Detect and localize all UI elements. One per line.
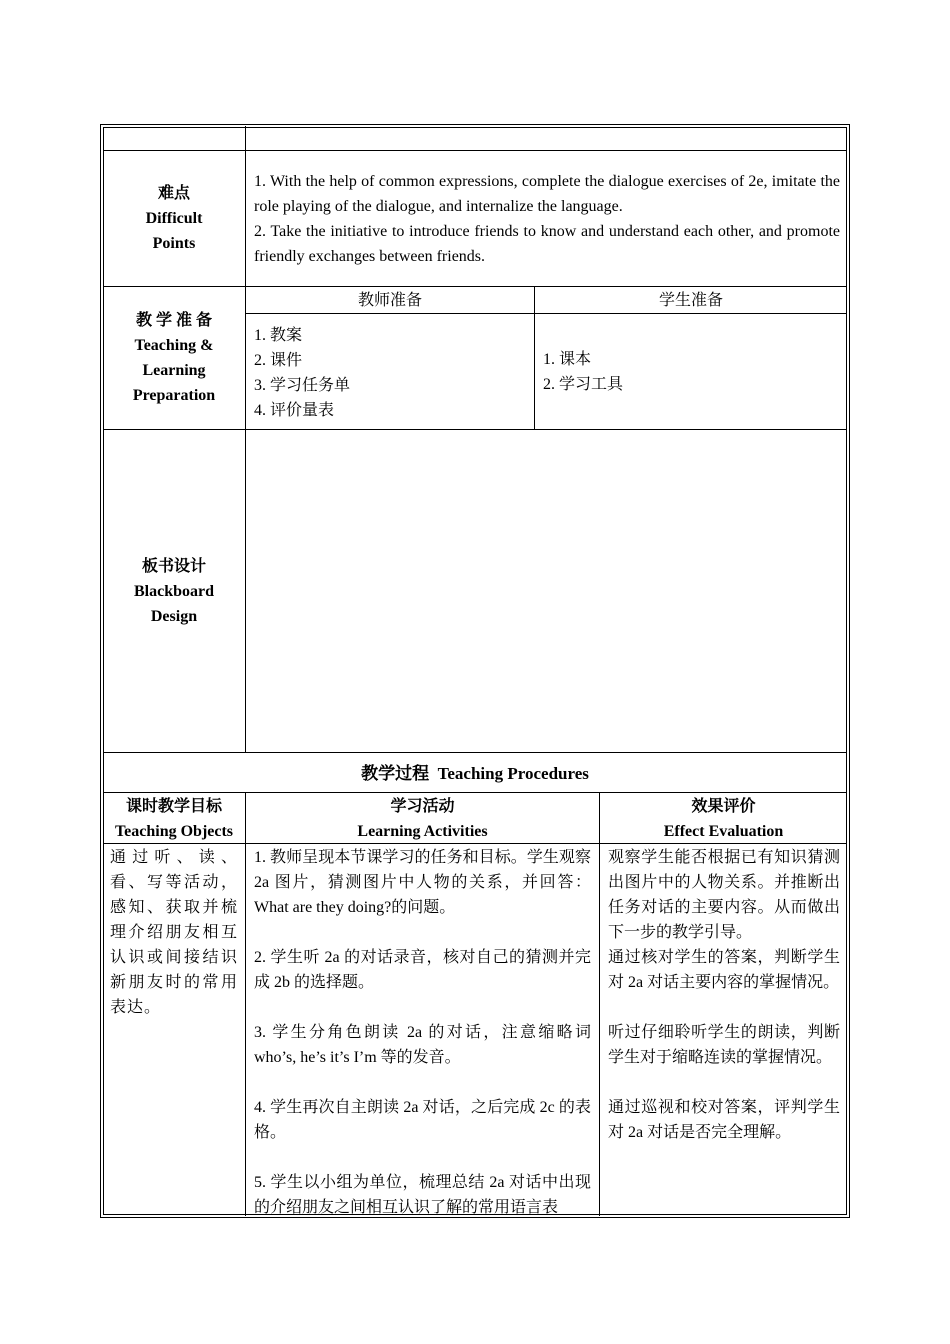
learning-activities-list bbox=[254, 845, 591, 1220]
preparation-label-en-1: Teaching & bbox=[134, 337, 214, 354]
blackboard-design-label bbox=[103, 430, 245, 752]
list-item: 2. 学习工具 bbox=[543, 376, 624, 393]
column-divider bbox=[599, 792, 600, 1216]
header-cn: 课时教学目标 bbox=[125, 798, 222, 815]
evaluation-item: 观察学生能否根据已有知识猜测出图片中的人物关系。并推断出任务对话的主要内容。从而做出下一步的教学引导。 bbox=[608, 849, 840, 941]
list-item: 1. 教案 bbox=[254, 327, 303, 344]
activity-item: 5. 学生以小组为单位，梳理总结 2a 对话中出现的介绍朋友之间相互认识了解的常用语言表 bbox=[254, 1174, 591, 1216]
evaluation-item: 通过核对学生的答案，判断学生对 2a 对话主要内容的掌握情况。 bbox=[608, 949, 840, 991]
blackboard-label-en-1: Blackboard bbox=[133, 582, 214, 600]
difficult-point-item: 2. Take the initiative to introduce friends to know and understand each other, and promote friendly exchanges between friends. bbox=[254, 223, 840, 265]
activity-item: 2. 学生听 2a 的对话录音，核对自己的猜测并完成 2b 的选择题。 bbox=[254, 949, 591, 991]
activity-item: 1. 教师呈现本节课学习的任务和目标。学生观察 2a 图片，猜测图片中人物的关系，并回答：What are they doing?的问题。 bbox=[254, 849, 591, 916]
header-cn: 学习活动 bbox=[390, 798, 455, 815]
list-item: 1. 课本 bbox=[543, 351, 592, 368]
teaching-objective-text: 通过听、读、看、写等活动，感知、获取并梳理介绍朋友相互认识或间接结识新朋友时的常用表达。 bbox=[110, 849, 238, 1016]
header-en: Effect Evaluation bbox=[663, 823, 784, 840]
teaching-objects-header bbox=[103, 794, 245, 844]
procedures-title-cn: 教学过程 bbox=[361, 764, 430, 783]
difficult-points-label bbox=[103, 151, 245, 286]
preparation-label-cn: 教 学 准 备 bbox=[135, 312, 212, 329]
preparation-label bbox=[103, 287, 245, 429]
difficult-points-content bbox=[254, 169, 840, 269]
header-en: Teaching Objects bbox=[114, 823, 234, 840]
row-divider bbox=[103, 752, 847, 753]
row-divider bbox=[246, 313, 847, 314]
list-item: 2. 课件 bbox=[254, 352, 303, 369]
header-cn: 效果评价 bbox=[691, 798, 756, 815]
activity-item: 3. 学生分角色朗读 2a 的对话，注意缩略词 who’s, he’s it’s I’m 等的发音。 bbox=[254, 1024, 591, 1066]
difficult-label-cn: 难点 bbox=[157, 185, 190, 202]
procedures-title-en: Teaching Procedures bbox=[437, 764, 589, 783]
student-prep-header: 学生准备 bbox=[658, 292, 723, 309]
effect-evaluation-list bbox=[608, 845, 840, 1145]
column-divider bbox=[245, 126, 246, 752]
teacher-prep-header: 教师准备 bbox=[357, 292, 422, 309]
learning-activities-header bbox=[246, 794, 599, 844]
procedures-title bbox=[103, 761, 847, 786]
evaluation-item: 通过巡视和校对答案，评判学生对 2a 对话是否完全理解。 bbox=[608, 1099, 840, 1141]
blackboard-label-cn: 板书设计 bbox=[141, 557, 206, 575]
preparation-label-en-3: Preparation bbox=[132, 387, 216, 404]
column-divider bbox=[245, 792, 246, 1216]
difficult-point-item: 1. With the help of common expressions, complete the dialogue exercises of 2e, imitate the role playing of the dialogue, and internalize the language. bbox=[254, 173, 840, 215]
preparation-label-en-2: Learning bbox=[142, 362, 206, 379]
list-item: 3. 学习任务单 bbox=[254, 377, 351, 394]
student-prep-list bbox=[543, 347, 843, 397]
difficult-label-en-2: Points bbox=[152, 235, 196, 252]
list-item: 4. 评价量表 bbox=[254, 402, 335, 419]
evaluation-item: 听过仔细聆听学生的朗读，判断学生对于缩略连读的掌握情况。 bbox=[608, 1024, 840, 1066]
effect-evaluation-header bbox=[600, 794, 847, 844]
teacher-prep-list bbox=[254, 323, 530, 423]
difficult-label-en-1: Difficult bbox=[145, 210, 203, 227]
blackboard-label-en-2: Design bbox=[150, 607, 198, 625]
header-en: Learning Activities bbox=[357, 823, 488, 840]
row-divider bbox=[103, 792, 847, 793]
activity-item: 4. 学生再次自主朗读 2a 对话，之后完成 2c 的表格。 bbox=[254, 1099, 591, 1141]
